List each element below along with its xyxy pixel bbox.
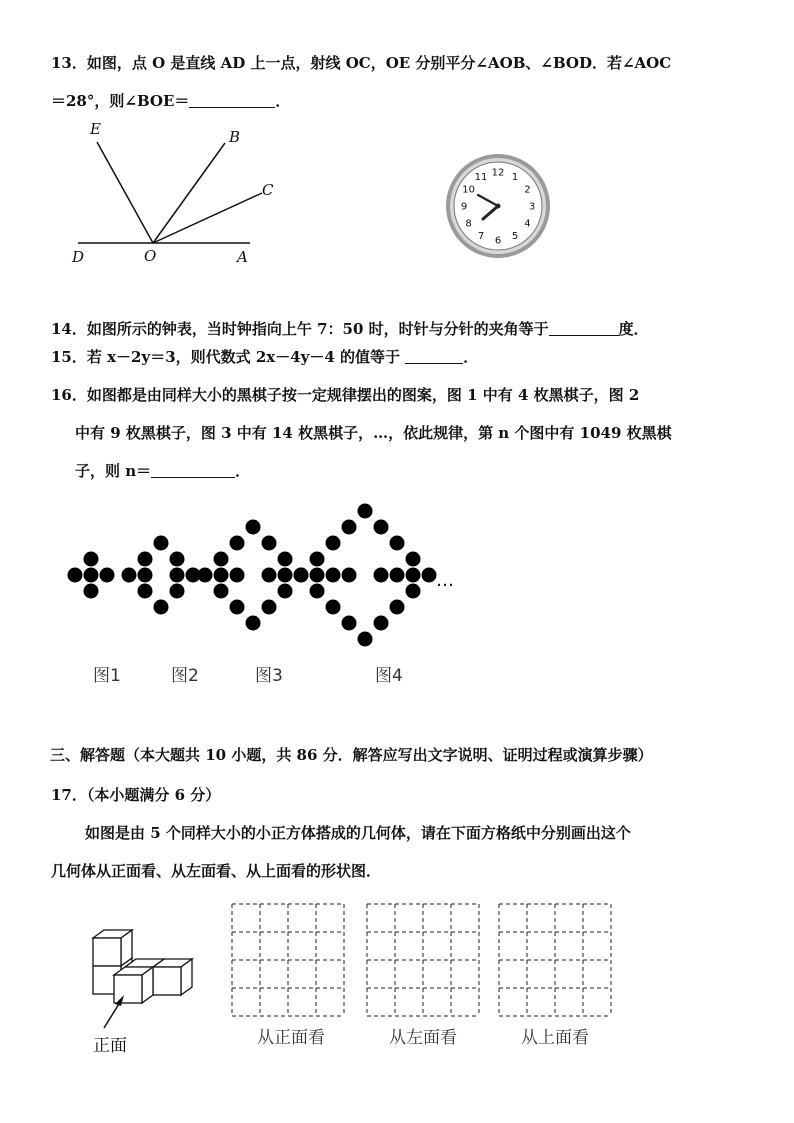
- black-chess-piece: [326, 536, 341, 551]
- cube-front-face: [114, 975, 142, 1003]
- black-chess-piece: [342, 520, 357, 535]
- black-chess-piece: [406, 552, 421, 567]
- black-chess-piece: [262, 568, 277, 583]
- q17-line2: 几何体从正面看、从左面看、从上面看的形状图．: [51, 862, 382, 880]
- black-chess-piece: [230, 600, 245, 615]
- black-chess-piece: [138, 584, 153, 599]
- grid-caption-front: 从正面看: [257, 1028, 325, 1048]
- ray-oc: [153, 193, 262, 243]
- black-chess-piece: [246, 616, 261, 631]
- black-chess-piece: [374, 568, 389, 583]
- black-chess-piece: [294, 568, 309, 583]
- black-chess-piece: [214, 552, 229, 567]
- label-e: E: [90, 120, 101, 138]
- cube-solid: [93, 930, 192, 1003]
- clock-number: 10: [462, 184, 475, 196]
- black-chess-piece: [406, 568, 421, 583]
- clock-number: 1: [511, 172, 519, 184]
- clock-number: 2: [524, 184, 531, 196]
- black-chess-piece: [84, 568, 99, 583]
- black-chess-piece: [246, 520, 261, 535]
- label-o: O: [144, 247, 157, 265]
- clock-number: 8: [465, 218, 472, 230]
- q14-end: 度．: [618, 320, 649, 338]
- q16-line3-end: ．: [235, 462, 251, 480]
- black-chess-piece: [278, 568, 293, 583]
- black-chess-piece: [390, 568, 405, 583]
- grid-caption-top: 从上面看: [521, 1028, 589, 1048]
- label-d: D: [72, 248, 85, 266]
- black-chess-piece: [358, 504, 373, 519]
- dashed-grid[interactable]: [232, 904, 344, 1016]
- black-chess-piece: [278, 584, 293, 599]
- black-chess-piece: [310, 584, 325, 599]
- black-chess-piece: [170, 568, 185, 583]
- q13-line2-text: ＝28°，则∠BOE＝: [51, 92, 190, 110]
- black-chess-piece: [122, 568, 137, 583]
- label-b: B: [229, 128, 241, 146]
- clock-number: 7: [477, 230, 485, 242]
- caption-fig2: 图2: [171, 666, 199, 686]
- black-chess-piece: [374, 520, 389, 535]
- clock-number: 9: [460, 201, 468, 213]
- black-chess-piece: [422, 568, 437, 583]
- black-chess-piece: [154, 600, 169, 615]
- black-chess-piece: [214, 568, 229, 583]
- black-chess-piece: [138, 568, 153, 583]
- black-chess-piece: [84, 584, 99, 599]
- black-chess-piece: [230, 568, 245, 583]
- clock-number: 11: [474, 172, 488, 184]
- black-chess-piece: [326, 568, 341, 583]
- black-chess-piece: [138, 552, 153, 567]
- black-chess-piece: [68, 568, 83, 583]
- black-chess-piece: [262, 600, 277, 615]
- caption-fig3: 图3: [255, 666, 283, 686]
- black-chess-piece: [170, 584, 185, 599]
- q16-line1: 16．如图都是由同样大小的黑棋子按一定规律摆出的图案，图 1 中有 4 枚黑棋子，图 2: [51, 386, 640, 404]
- caption-fig4: 图4: [375, 666, 403, 686]
- front-label: 正面: [93, 1036, 127, 1056]
- black-chess-piece: [390, 536, 405, 551]
- black-chess-piece: [154, 536, 169, 551]
- q17-line1: 如图是由 5 个同样大小的小正方体搭成的几何体，请在下面方格纸中分别画出这个: [85, 824, 631, 842]
- black-chess-piece: [358, 632, 373, 647]
- q17-title: 17．（本小题满分 6 分）: [51, 786, 221, 804]
- clock-icon: [446, 154, 550, 258]
- caption-fig1: 图1: [93, 666, 121, 686]
- clock-number: 5: [511, 230, 519, 242]
- clock-number: 4: [524, 218, 531, 230]
- dashed-grid[interactable]: [367, 904, 479, 1016]
- black-chess-piece: [326, 600, 341, 615]
- black-chess-piece: [262, 536, 277, 551]
- black-chess-piece: [390, 600, 405, 615]
- dashed-grid[interactable]: [499, 904, 611, 1016]
- q16-line3-text: 子，则 n＝: [75, 462, 152, 480]
- chess-patterns: [68, 504, 437, 647]
- ray-oe: [97, 142, 153, 243]
- q15-text: 15．若 x－2y＝3，则代数式 2x－4y－4 的值等于: [51, 348, 401, 366]
- clock-number: 3: [528, 201, 536, 213]
- q16-line2: 中有 9 枚黑棋子，图 3 中有 14 枚黑棋子，…，依此规律，第 n 个图中有 1049 枚黑棋: [75, 424, 672, 442]
- black-chess-piece: [374, 616, 389, 631]
- label-c: C: [262, 181, 274, 199]
- pattern-ellipsis: …: [436, 570, 454, 591]
- q13-line1: 13．如图，点 O 是直线 AD 上一点，射线 OC，OE 分别平分∠AOB、∠BOD．若∠AOC: [51, 54, 672, 72]
- label-a: A: [237, 248, 248, 266]
- view-grids: [232, 904, 611, 1016]
- q14-text: 14．如图所示的钟表，当时钟指向上午 7：50 时，时针与分针的夹角等于: [51, 320, 549, 338]
- black-chess-piece: [230, 536, 245, 551]
- ray-ob: [153, 143, 225, 243]
- black-chess-piece: [170, 552, 185, 567]
- black-chess-piece: [100, 568, 115, 583]
- angle-figure: [78, 142, 262, 243]
- cube-front-face: [153, 967, 181, 995]
- clock-number: 12: [491, 167, 505, 179]
- black-chess-piece: [214, 584, 229, 599]
- q13-line2-end: ．: [275, 92, 291, 110]
- black-chess-piece: [342, 568, 357, 583]
- q15-end: ．: [463, 348, 479, 366]
- black-chess-piece: [278, 552, 293, 567]
- black-chess-piece: [310, 568, 325, 583]
- clock-center: [496, 204, 501, 209]
- black-chess-piece: [310, 552, 325, 567]
- black-chess-piece: [406, 584, 421, 599]
- section3-heading: 三、解答题（本大题共 10 小题，共 86 分．解答应写出文字说明、证明过程或演算步骤）: [50, 746, 653, 764]
- black-chess-piece: [84, 552, 99, 567]
- black-chess-piece: [342, 616, 357, 631]
- black-chess-piece: [198, 568, 213, 583]
- grid-caption-left: 从左面看: [389, 1028, 457, 1048]
- clock-number: 6: [494, 235, 502, 247]
- cube-front-face: [93, 938, 121, 966]
